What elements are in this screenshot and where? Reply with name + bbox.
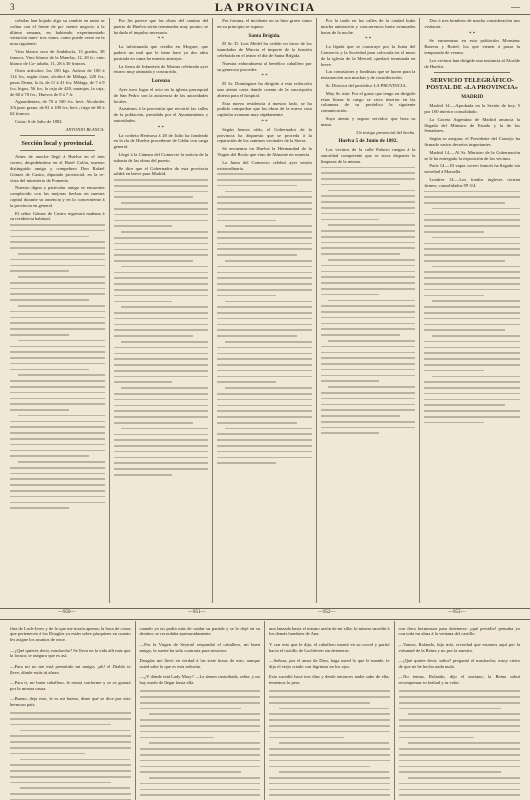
feuilleton-separator (0, 608, 530, 620)
divider (434, 72, 510, 73)
divider: * * (261, 119, 268, 125)
newspaper-title: LA PROVINCIA (214, 0, 316, 14)
divider (20, 135, 95, 136)
paragraph: Según se asegura, el Presidente del Consejo ha firmado varios decretos importantes. (424, 136, 520, 147)
page-marker: —951— (188, 610, 206, 615)
divider: * * (364, 37, 372, 43)
feuilleton-column-4 (395, 621, 525, 800)
masthead (0, 0, 530, 15)
paragraph: La corbeta Hermosa á 28 de Julio ha fondeado en la ría de Huelva procedente de Cádiz con carga general. (113, 132, 209, 150)
paragraph: Esta nueva residencia á nuestro lado, se ha podido comprobar que las obras de la nueva casa capitular avanzan muy rápidamente. (217, 100, 312, 118)
signature: ANTONIO BLANCA. (65, 126, 105, 132)
paragraph: Ayer tuvo lugar el acto en la iglesia parroquial de San Pedro con la asistencia de las autoridades locales. (113, 86, 209, 104)
paragraph: —¿Qué quieres decir, muchacho? Se lleva en la vida allí más que la locura; te aseguro que es así. (10, 647, 131, 659)
paragraph: París 14.—El vapor correo francés ha llegado sin novedad á Marsella. (424, 163, 520, 175)
column-4 (317, 18, 421, 603)
feuilleton-column-2 (136, 621, 266, 800)
paragraph: Madrid 14.—Aprobada en la Sesión de hoy, 5 por 100 interior consolidado. (424, 103, 520, 114)
paragraph: —Señora, por el amor de Dios, haga usted lo que le mande, le dijo el viejo criado con lágrimas en los ojos. (269, 657, 390, 669)
section-heading: Lorenzo (151, 78, 171, 85)
paragraph: —Vamos, Rolando, hijo mío, recordad que estamos aquí por la voluntad de la Reina y no por la nuestra. (398, 641, 520, 653)
paragraph: Otros artículos: los 100 kgs. Azúcar de 100 á 114 fcs, según clase; alcohol de Málaga, 220 fcs; pasas Denia, la fa, de 11 á 41 fcs; Málaga, de 7 á 9 fcs; higos, 56 fcs; la caja de 420, naranjas, la caja, de 60 á 70 frs.; Huevos de 8 á 7 fr. (10, 68, 105, 97)
page-marker: —952— (318, 610, 336, 615)
page-number-right: — (511, 2, 520, 12)
divider: * * (261, 74, 268, 80)
top-columns (6, 18, 524, 603)
subheading: MADRID (461, 94, 484, 101)
paragraph: cuando ya no podía más de cuidar su partida y se lo dejó en su destino; se recordaba apresuradamente. (139, 625, 260, 637)
page-marker: —953— (448, 610, 466, 615)
paragraph: —Bueno, deja esto, le es mi bueno, dime qué se dice por este hermoso país. (10, 696, 131, 707)
paragraph: Suyo atento y seguro servidor, que besa su mano. (320, 115, 416, 127)
text-block (10, 224, 105, 509)
paragraph: Nuestro digno y particular amigo se encuentra complacido con las mejoras hechas en nuestra capital durante su ausencia y en lo concerniente á la provincia en general. (10, 185, 105, 208)
paragraph: Por fin parece que las obras del camino del puerto de Huelva serán terminadas muy pronto; se ha dado el impulso necesario. (113, 18, 209, 35)
paragraph: Douglas me llevó en verdad á las siete horas de esto, aunque usted sabe lo que es esta señorita. (139, 657, 260, 669)
paragraph: Madrid 14.—Al Sr. Ministro de la Gobernación se le ha entregado la exposición de los vecinos. (424, 149, 520, 161)
paragraph: Nuestra enhorabuena al benéfico caballero por su generoso proceder. (217, 60, 312, 72)
divider: * * (469, 31, 476, 37)
paragraph: La fiesta de Infantería de Marina celebrada ayer estuvo muy animada y concurrida. (113, 63, 209, 75)
paragraph: Esto sucedió hace tres días y desde entonces nadie sabe de ella; tememos lo peor. (269, 674, 390, 685)
column-1 (6, 18, 110, 603)
paragraph: Por fortuna, el incidente no se hizo grave como en su principio se supuso. (217, 18, 312, 29)
paragraph: Se encuentran en esta población Monsieur Barrera y Boitel, los que vienen á pasar la temporada de verano. (424, 38, 520, 55)
paragraph: Y con esto que le dijo, el caballero montó en su corcel y partió hacia el castillo de Lochleven sin detenerse. (269, 641, 390, 653)
paragraph: El señor Gómez de Castro regresará mañana á su residencia habitual. (10, 210, 105, 222)
column-5 (420, 18, 524, 603)
paragraph: La lápida que se construye por la Junta del Comercio y la Sociedad para colocarla en el muro de la iglesia de la Merced, quedará terminada en breve. (320, 44, 416, 67)
paragraph: Aguardientes, de 70 á 100 fcs. hect. Alcoholes 3/6 puro grano, de 81 á 100 fcs. hect.; trigo de 60 á 62 francos. (10, 99, 105, 116)
feuilleton-columns (6, 621, 524, 800)
divider: * * (157, 37, 165, 43)
divider: * * (157, 125, 165, 131)
section-heading: Santa Brígida. (248, 32, 281, 39)
paragraph: Por la tarde en las calles de la ciudad hubo mucha animación y concurrencia hasta avanzadas horas de la noche. (320, 18, 416, 35)
paragraph: Asistimos á la procesión que recorrió las calles de la población, presidida por el Ayuntamiento y autoridades. (113, 106, 209, 123)
feuilleton-column-3 (265, 621, 395, 800)
paragraph: —No temas, Rolando, dijo el anciano, la Reina sabrá recompensar tu lealtad y tu valor. (398, 674, 520, 685)
text-block (217, 173, 312, 464)
paragraph: cobolas han hojado algo su cambio en tanto se colina con el frente de po- mente negocio a la última semana, en habiendo experimentado variación nues- tros vinos, como puede verse en la nota siguiente: (10, 18, 105, 47)
page-number-left: 3 (10, 2, 15, 12)
paragraph: La Junta del Comercio celebró ayer sesión extraordinaria. (217, 159, 312, 171)
paragraph: Cotas: 6 de Julio de 1882. (15, 118, 63, 124)
text-block (321, 167, 416, 435)
text-block (114, 179, 209, 475)
paragraph: una lanzada hasta el mismo arzón de mi silla; lo mismo sucedió á los demás hombres de Ana. (269, 625, 390, 637)
paragraph: Los vecinos de la calle Palacio ruegan á la autoridad competente que se sirva disponer la limpieza de la misma. (320, 147, 416, 164)
paragraph: Las comisiones y fondistas que se hacen para la restauración son muchas y de consideración. (320, 69, 416, 81)
dateline: Huelva 5 de Junio de 1882. (338, 138, 398, 145)
section-heading: Sección local y provincial. (21, 140, 94, 148)
paragraph: La infortunada que residía en Moguer, que padece un mal que le tiene hace ya dos años postrada en cama ha muerto anteayer. (113, 44, 209, 61)
text-block (399, 690, 521, 800)
paragraph: —Para mi no me está permitido mi amigo; ¡oh! el Diablo te lleve, dónde estás tú ahora. (10, 663, 131, 675)
column-2 (110, 18, 214, 603)
feuilleton-column-1 (6, 621, 136, 800)
paragraph: Vino blanco seco de Andalucía, 13 grados, 38 francos. Vino blanco de la Mancha, 12, 28 fr.; vino blanco de Ca- taluña, 11, 28 á 30 francos. (10, 48, 105, 66)
paragraph: —¿Y dónde está Lady Mary? —La tienen custodiada, señor, y no hay modo de llegar hasta ella. (139, 674, 260, 685)
text-block (424, 191, 520, 424)
paragraph: Se encuentra en Huelva la Hermandad de la Virgen del Rocío que vino de Almonte en romería. (217, 146, 312, 157)
paragraph: Sr. Director del periódico LA PROVINCIA. (325, 82, 407, 88)
column-3 (213, 18, 317, 603)
paragraph: El Sr. Domínguez ha dirigido á esta redacción una atenta carta dando cuenta de la suscripción abierta para el hospital. (217, 81, 312, 98)
paragraph: Llegó á la Cámara del Comercio la noticia de la subasta de las obras del puerto. (113, 151, 209, 163)
text-block (140, 690, 261, 800)
paragraph: Según hemos oído, el Gobernador de la provincia ha dispuesto que se proceda á la reparación de los caminos vecinales de la Sierra. (217, 126, 312, 144)
signature: Un testigo presencial del hecho. (356, 129, 416, 135)
paragraph: Antes de anoche llegó á Huelva en el tren correo, despidiéndose en el Hotel Colón, nuestro distinguido amigo y compañero Don Rafael Gómez de Castro, diputado provincial, en la re- vista del ministerio de Fomento. (10, 154, 105, 183)
divider (20, 150, 95, 151)
section-heading: SERVICIO TELEGRÁFICO-POSTAL DE «LA PROVINCIA» (426, 77, 519, 92)
paragraph: —Para ti, mi buen caballero, le estará conforme y se os ganará por la misma causa. (10, 679, 131, 691)
paragraph: Muy Sr. mío: Por el gusto que tengo en dirigirle estas líneas le ruego se sirva insertar en las columnas de su periódico la siguiente comunicación. (320, 90, 416, 114)
paragraph: La Gaceta Argentina de Madrid anuncia la llegada del Ministro de Estado y la de los Senadores. (424, 116, 520, 134)
paragraph: —Por la Virgen de Seyton! respondió el caballero, mi buen amigo, la suerte ha sido contraria para nosotros. (139, 641, 260, 653)
page-marker: —950— (58, 610, 76, 615)
paragraph: El Sr. D. Luis Medel ha cedido en favor de los inundados de Murcia el importe de la función celebrada en el teatro el día de Santa Brígida. (217, 41, 312, 58)
text-block (10, 712, 131, 800)
paragraph: Dos ó tres hombres de mucha consideración nos visitaron. (424, 18, 520, 29)
paragraph: Se dice que el Gobernador de esta provincia saldrá en breve para Madrid. (113, 165, 209, 177)
paragraph: con fiera hermosura para detenerse: ¡qué presidio! pensaba yo con toda mi alma á la ventana del castillo. (398, 625, 520, 637)
paragraph: Los vecinos han dirigido una instancia al Alcalde de Huelva. (424, 57, 520, 69)
paragraph: Londres 14.—Los fondos ingleses cierran firmes; consolidados 99 3/4. (424, 176, 520, 188)
paragraph: —¡Qué quiere decir, señor? preguntó el muchacho; estoy cierto de que no he hecho nada malo. (398, 657, 520, 669)
text-block (269, 690, 390, 800)
paragraph: fina de Loch-Irves y de lo que me moría apenas; la hora de cosas que pertenecen á los Douglas ya están sobre pásquines en cuanto les asigne los asuntos de once. (10, 625, 131, 643)
